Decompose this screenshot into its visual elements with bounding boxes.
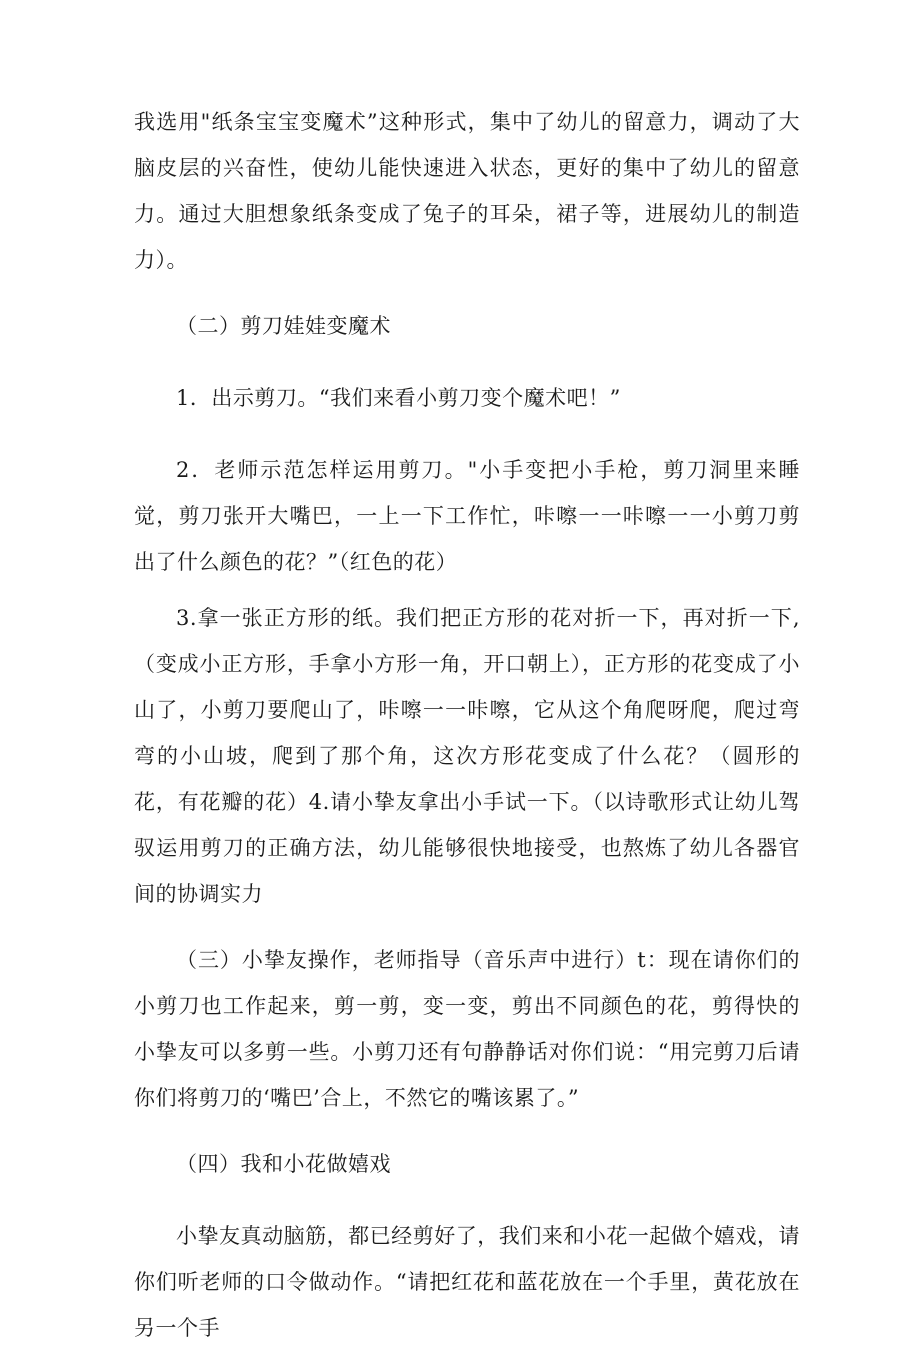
step-2: 2．老师示范怎样运用剪刀。"小手变把小手枪，剪刀洞里来睡觉，剪刀张开大嘴巴，一上一下工作忙，咔嚓一一咔嚓一一小剪刀剪出了什么颜色的花？”（红色的花） [134, 458, 800, 574]
paragraph-game: 小挚友真动脑筋，都已经剪好了，我们来和小花一起做个嬉戏，请你们听老师的口令做动作。“请把红花和蓝花放在一个手里，黄花放在另一个手 [134, 1224, 800, 1340]
section-heading-4: （四）我和小花做嬉戏 [176, 1152, 391, 1176]
paragraph-intro: 我选用"纸条宝宝变魔术”这种形式，集中了幼儿的留意力，调动了大脑皮层的兴奋性，使幼儿能快速进入状态，更好的集中了幼儿的留意力。通过大胆想象纸条变成了兔子的耳朵，裙子等，进展幼儿的制造力）。 [134, 110, 800, 272]
section-heading-2: （二）剪刀娃娃变魔术 [176, 314, 391, 338]
step-3: 3.拿一张正方形的纸。我们把正方形的花对折一下，再对折一下,（变成小正方形，手拿小方形一角，开口朝上），正方形的花变成了小山了，小剪刀要爬山了，咔嚓一一咔嚓，它从这个角爬呀爬，爬过弯弯的小山坡，爬到了那个角，这次方形花变成了什么花？（圆形的花，有花瓣的花）4.请小挚友拿出小手试一下。（以诗歌形式让幼儿驾驭运用剪刀的正确方法，幼儿能够很快地接受，也熬炼了幼儿各器官间的协调实力 [134, 606, 800, 906]
step-1: 1．出示剪刀。“我们来看小剪刀变个魔术吧！” [176, 386, 621, 410]
section-heading-3: （三）小挚友操作，老师指导（音乐声中进行）t：现在请你们的小剪刀也工作起来，剪一剪，变一变，剪出不同颜色的花，剪得快的小挚友可以多剪一些。小剪刀还有句静静话对你们说：“用完剪刀后请你们将剪刀的‘嘴巴’合上，不然它的嘴该累了。” [134, 948, 800, 1110]
